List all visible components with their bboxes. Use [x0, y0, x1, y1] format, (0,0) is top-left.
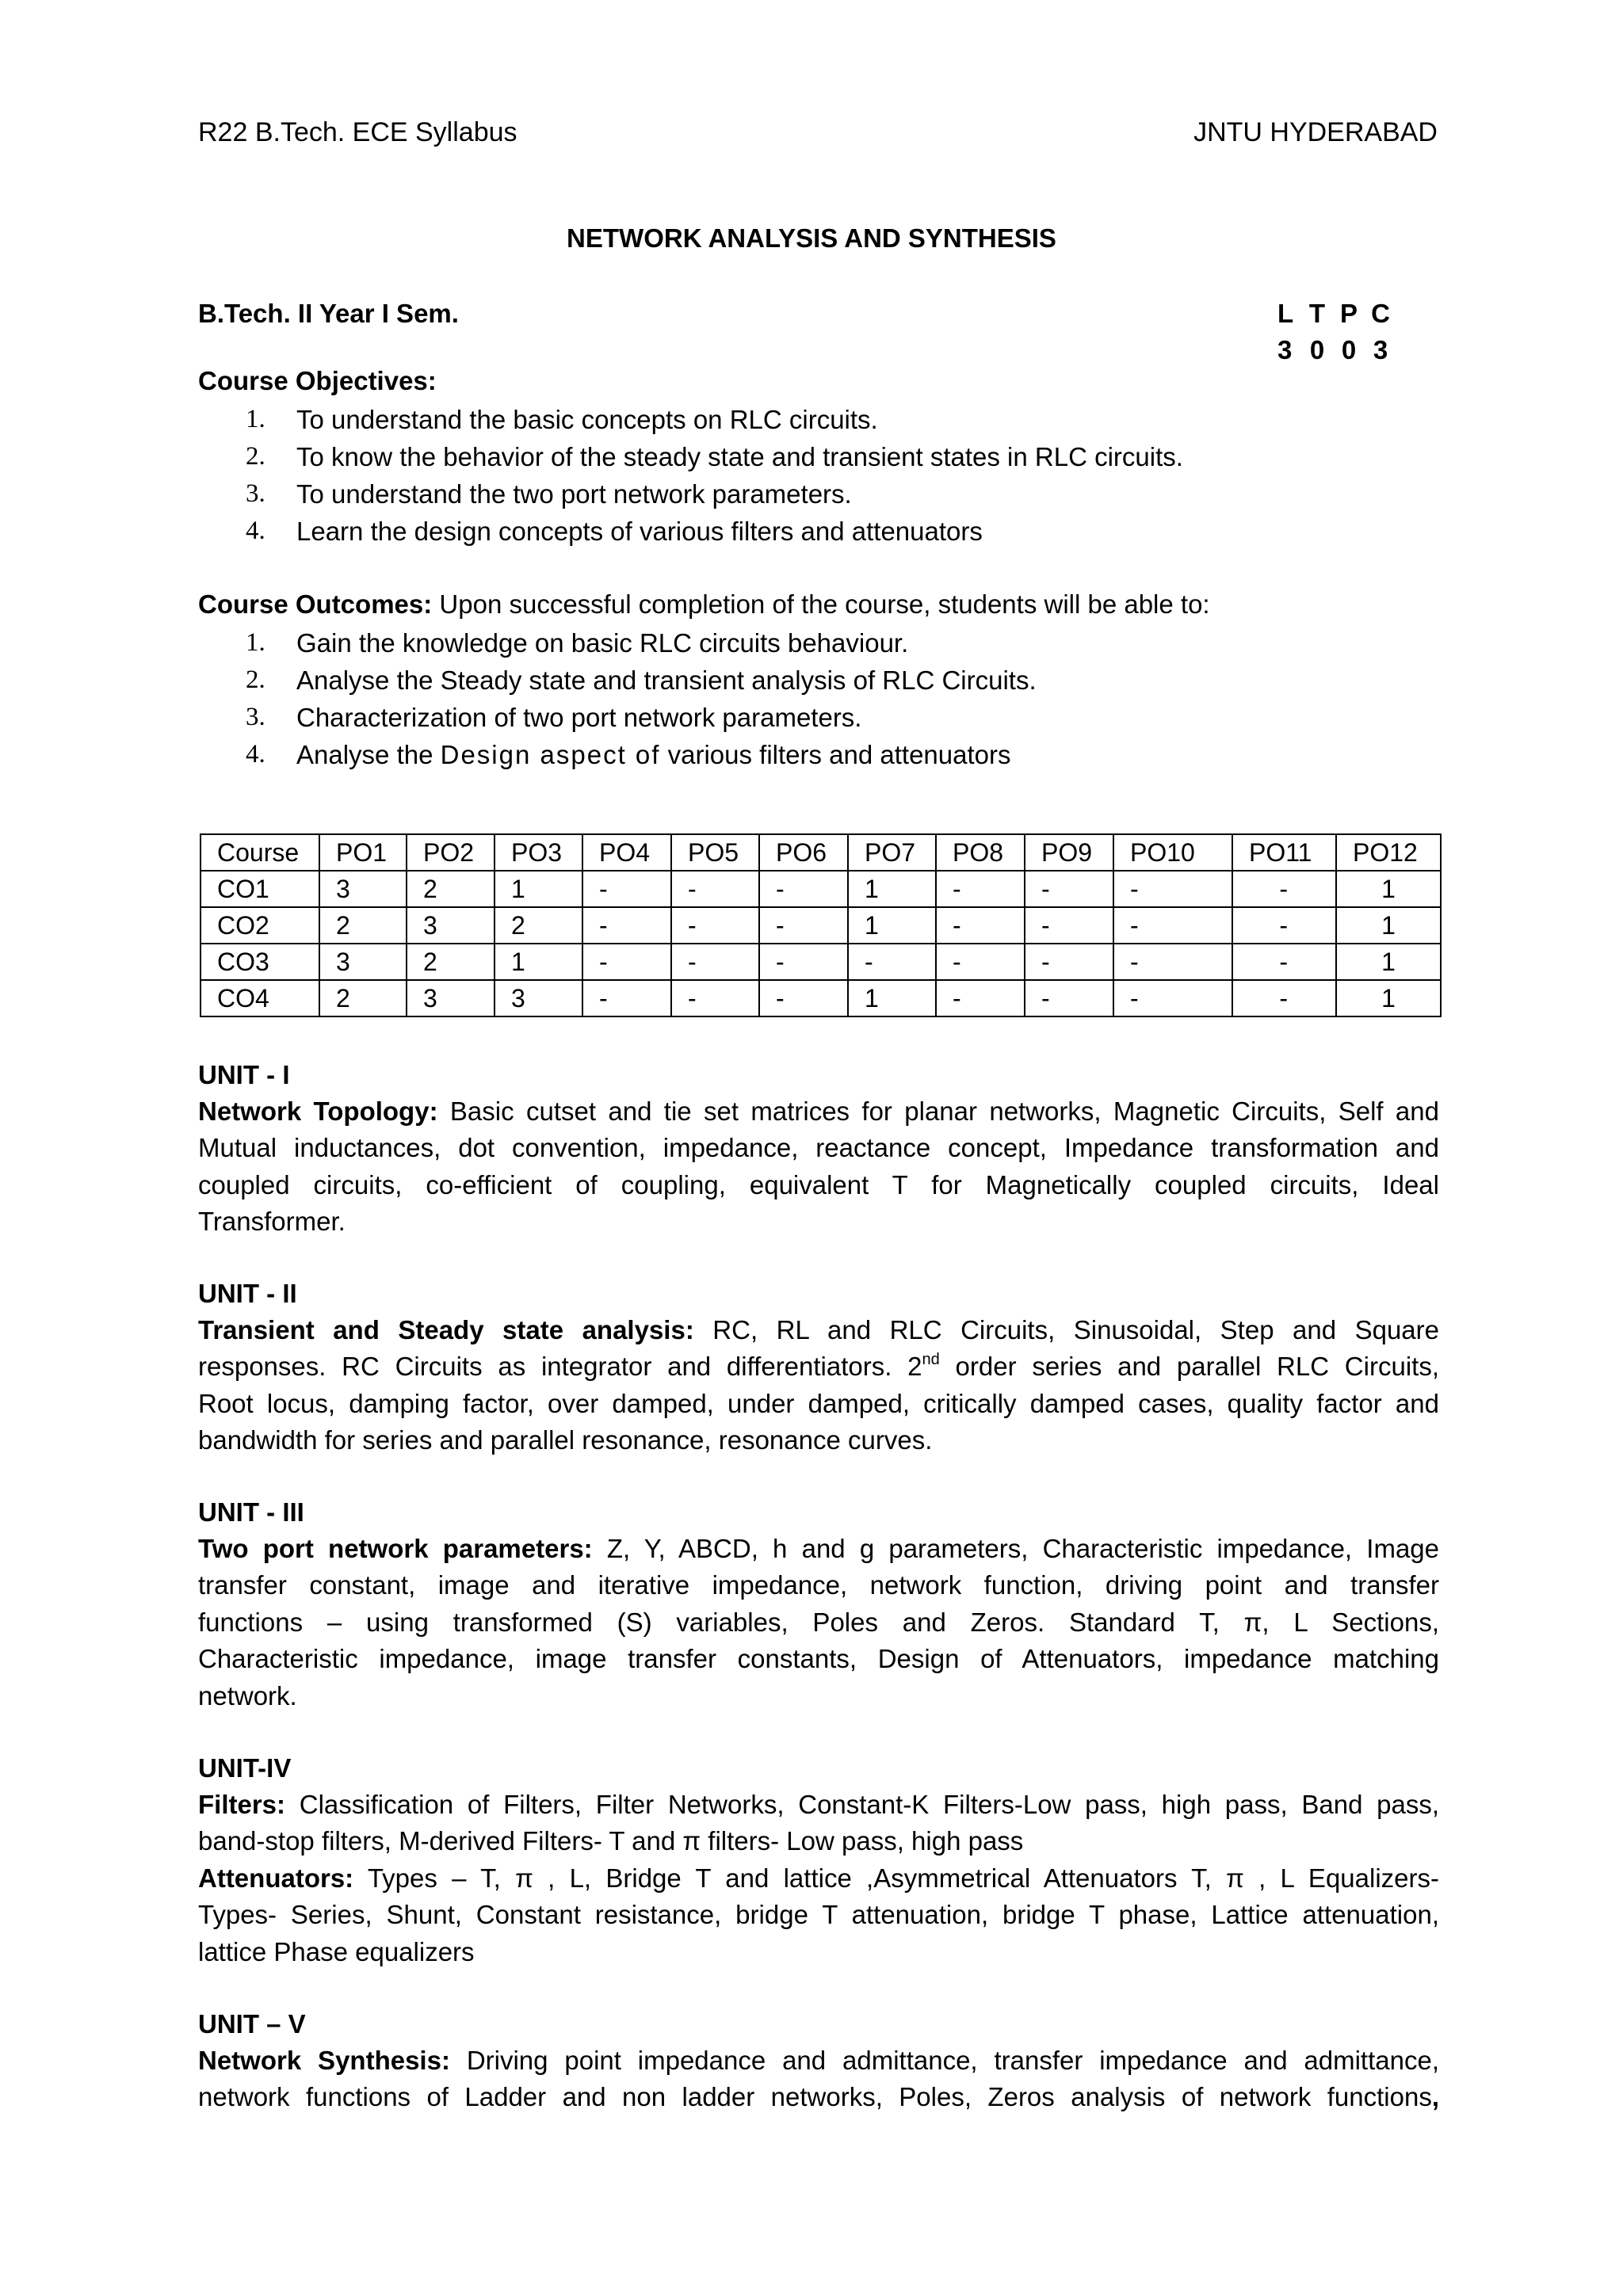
- table-cell: -: [848, 944, 936, 980]
- unit-4-attenuators-text: Types – T, π , L, Bridge T and lattice ,Asymmetrical Attenuators T, π , L Equalizers-: [353, 1863, 1439, 1893]
- unit-1-line-1: [198, 1093, 1439, 1130]
- table-cell: 1: [1336, 907, 1441, 944]
- ltpc-labels: [1277, 299, 1396, 335]
- ltpc-value-p: 0: [1341, 335, 1357, 364]
- objectives-heading: Course Objectives:: [198, 366, 437, 395]
- unit-4-line-2: band-stop filters, M-derived Filters- T and π filters- Low pass, high pass: [198, 1826, 1024, 1856]
- table-cell: -: [936, 980, 1025, 1016]
- unit-4-heading: UNIT-IV: [198, 1753, 292, 1783]
- table-cell: 2: [495, 907, 582, 944]
- table-cell: 2: [319, 980, 407, 1016]
- unit-1-line-4: Transformer.: [198, 1207, 346, 1237]
- outcomes-lead-text: Upon successful completion of the course, students will be able to:: [439, 589, 1210, 619]
- table-cell: -: [1232, 907, 1336, 944]
- table-cell: -: [1113, 980, 1232, 1016]
- course-title: NETWORK ANALYSIS AND SYNTHESIS: [567, 223, 1056, 253]
- objective-text: To know the behavior of the steady state and transient states in RLC circuits.: [296, 442, 1183, 471]
- unit-4-filters-text: Classification of Filters, Filter Networks, Constant-K Filters-Low pass, high pass, Band pass,: [285, 1790, 1439, 1819]
- unit-4-filters-label: Filters:: [198, 1790, 286, 1819]
- table-header-cell: PO6: [759, 834, 848, 871]
- unit-2-superscript: nd: [922, 1351, 940, 1369]
- table-cell: 1: [495, 871, 582, 907]
- unit-2-line-3: Root locus, damping factor, over damped, under damped, critically damped cases, quality factor and: [198, 1388, 1439, 1418]
- table-cell: -: [1113, 871, 1232, 907]
- table-cell: 3: [495, 980, 582, 1016]
- co-po-mapping-table: [200, 833, 1442, 1017]
- unit-1-label: Network Topology:: [198, 1097, 438, 1126]
- unit-5-trailing-comma: ,: [1431, 2082, 1439, 2112]
- table-header-cell: PO1: [319, 834, 407, 871]
- table-cell: -: [1025, 980, 1113, 1016]
- table-cell: -: [582, 980, 671, 1016]
- ltpc-values: [1277, 335, 1396, 372]
- table-cell: -: [582, 907, 671, 944]
- table-cell: 3: [319, 871, 407, 907]
- list-item: 2. To know the behavior of the steady state and transient states in RLC circuits.: [246, 442, 1183, 471]
- table-cell: -: [1232, 980, 1336, 1016]
- table-cell: CO4: [200, 980, 319, 1016]
- unit-2-text: RC, RL and RLC Circuits, Sinusoidal, Step and Square: [693, 1315, 1439, 1344]
- unit-3-text: Z, Y, ABCD, h and g parameters, Characteristic impedance, Image: [592, 1534, 1439, 1563]
- list-item: 4. Learn the design concepts of various filters and attenuators: [246, 517, 983, 546]
- table-cell: -: [1025, 944, 1113, 980]
- outcome-text: Characterization of two port network parameters.: [296, 703, 862, 732]
- outcomes-list: [198, 624, 1037, 773]
- semester-label: B.Tech. II Year I Sem.: [198, 299, 459, 328]
- ltpc-label-t: T: [1308, 299, 1326, 328]
- objectives-list: [198, 401, 1183, 550]
- table-cell: CO3: [200, 944, 319, 980]
- table-header-cell: PO10: [1113, 834, 1232, 871]
- objective-text: Learn the design concepts of various filters and attenuators: [296, 517, 983, 546]
- unit-3-heading: UNIT - III: [198, 1497, 304, 1527]
- table-header-cell: PO11: [1232, 834, 1336, 871]
- unit-2-line-2-pre: responses. RC Circuits as integrator and differentiators. 2: [198, 1352, 922, 1382]
- outcome-4-spaced: Design aspect of: [440, 740, 661, 769]
- table-header-cell: PO12: [1336, 834, 1441, 871]
- table-cell: 2: [407, 944, 495, 980]
- table-cell: 3: [407, 980, 495, 1016]
- table-header-cell: PO5: [671, 834, 759, 871]
- unit-1-line-2: Mutual inductances, dot convention, impedance, reactance concept, Impedance transformation and: [198, 1133, 1439, 1163]
- table-cell: 1: [1336, 944, 1441, 980]
- unit-5-heading: UNIT – V: [198, 2009, 306, 2039]
- unit-3-line-5: network.: [198, 1680, 297, 1711]
- unit-2-heading: UNIT - II: [198, 1279, 297, 1308]
- list-item: 3. Characterization of two port network parameters.: [246, 703, 862, 732]
- list-item: 2. Analyse the Steady state and transient analysis of RLC Circuits.: [246, 666, 1037, 695]
- unit-4-attenuators-label: Attenuators:: [198, 1863, 354, 1893]
- unit-2-line-1: [198, 1312, 1439, 1348]
- table-cell: 1: [848, 907, 936, 944]
- unit-2-body: [198, 1312, 1439, 1459]
- list-item: 3. To understand the two port network parameters.: [246, 479, 852, 509]
- ltpc-value-t: 0: [1309, 335, 1325, 364]
- objective-text: To understand the basic concepts on RLC circuits.: [296, 405, 878, 434]
- ltpc-grid: [1277, 299, 1396, 372]
- outcome-4-suffix: various filters and attenuators: [660, 740, 1011, 769]
- outcome-text-4: [296, 740, 1011, 769]
- table-header-cell: PO7: [848, 834, 936, 871]
- ltpc-label-l: L: [1277, 299, 1294, 328]
- table-row: [200, 980, 1441, 1016]
- table-cell: 1: [1336, 980, 1441, 1016]
- table-cell: 1: [495, 944, 582, 980]
- table-row: [200, 944, 1441, 980]
- unit-3-body: [198, 1531, 1439, 1714]
- table-header-cell: Course: [200, 834, 319, 871]
- table-header-cell: PO9: [1025, 834, 1113, 871]
- table-cell: 2: [319, 907, 407, 944]
- table-cell: -: [1113, 907, 1232, 944]
- unit-5-label: Network Synthesis:: [198, 2046, 450, 2075]
- table-cell: -: [582, 871, 671, 907]
- table-cell: 3: [319, 944, 407, 980]
- table-cell: -: [759, 871, 848, 907]
- unit-5-body: [198, 2042, 1439, 2116]
- table-cell: -: [936, 907, 1025, 944]
- unit-2-line-2: [198, 1348, 1439, 1385]
- unit-4-line-5: lattice Phase equalizers: [198, 1936, 475, 1966]
- outcome-4-prefix: Analyse the: [296, 740, 441, 769]
- objective-text: To understand the two port network parameters.: [296, 479, 852, 509]
- header-right: JNTU HYDERABAD: [1193, 117, 1438, 147]
- ltpc-value-c: 3: [1373, 335, 1388, 364]
- list-item: 4. Analyse the Design aspect of various filters and attenuators: [246, 740, 1011, 769]
- table-cell: 2: [407, 871, 495, 907]
- table-cell: -: [759, 944, 848, 980]
- unit-2-line-4: bandwidth for series and parallel resonance, resonance curves.: [198, 1425, 933, 1455]
- outcomes-heading: Course Outcomes:: [198, 589, 433, 619]
- table-header-row: [200, 834, 1441, 871]
- table-cell: -: [671, 980, 759, 1016]
- unit-1-line-3: coupled circuits, co-efficient of coupling, equivalent T for Magnetically coupled circuits, Ideal: [198, 1169, 1439, 1199]
- table-row: [200, 871, 1441, 907]
- ltpc-label-p: P: [1339, 299, 1358, 328]
- table-cell: -: [1232, 944, 1336, 980]
- table-cell: -: [1232, 871, 1336, 907]
- outcomes-lead: [198, 589, 1210, 620]
- table-cell: -: [936, 944, 1025, 980]
- table-cell: -: [936, 871, 1025, 907]
- outcome-text: Analyse the Steady state and transient analysis of RLC Circuits.: [296, 666, 1037, 695]
- list-item: 1. To understand the basic concepts on RLC circuits.: [246, 405, 878, 434]
- unit-3-line-4: Characteristic impedance, image transfer constants, Design of Attenuators, impedance matching: [198, 1644, 1439, 1674]
- table-cell: -: [582, 944, 671, 980]
- table-cell: CO1: [200, 871, 319, 907]
- unit-1-heading: UNIT - I: [198, 1060, 290, 1089]
- unit-5-line-2: [198, 2079, 1439, 2115]
- table-cell: 1: [848, 871, 936, 907]
- unit-5-line-1: [198, 2042, 1439, 2079]
- unit-4-line-4: Types- Series, Shunt, Constant resistance, bridge T attenuation, bridge T phase, Lattice attenuation,: [198, 1900, 1439, 1930]
- table-header-cell: PO2: [407, 834, 495, 871]
- table-cell: -: [1113, 944, 1232, 980]
- table-cell: CO2: [200, 907, 319, 944]
- table-header-cell: PO8: [936, 834, 1025, 871]
- unit-4-line-3: [198, 1860, 1439, 1897]
- table-cell: -: [671, 907, 759, 944]
- table-header-cell: PO3: [495, 834, 582, 871]
- unit-4-line-1: [198, 1787, 1439, 1823]
- unit-3-label: Two port network parameters:: [198, 1534, 593, 1563]
- table-row: [200, 907, 1441, 944]
- header-left: R22 B.Tech. ECE Syllabus: [198, 117, 517, 147]
- table-cell: -: [671, 944, 759, 980]
- table-cell: -: [759, 980, 848, 1016]
- table-cell: -: [759, 907, 848, 944]
- ltpc-value-l: 3: [1277, 335, 1293, 364]
- table-cell: 1: [1336, 871, 1441, 907]
- unit-5-text: Driving point impedance and admittance, transfer impedance and admittance,: [449, 2046, 1440, 2075]
- unit-1-text: Basic cutset and tie set matrices for planar networks, Magnetic Circuits, Self and: [437, 1097, 1439, 1126]
- outcome-text: Gain the knowledge on basic RLC circuits behaviour.: [296, 628, 909, 658]
- table-cell: 3: [407, 907, 495, 944]
- table-cell: 1: [848, 980, 936, 1016]
- unit-1-body: [198, 1093, 1439, 1241]
- unit-2-label: Transient and Steady state analysis:: [198, 1315, 694, 1344]
- unit-2-line-2-post: order series and parallel RLC Circuits,: [939, 1352, 1439, 1382]
- unit-4-body: [198, 1787, 1439, 1970]
- table-cell: -: [1025, 907, 1113, 944]
- table-cell: -: [1025, 871, 1113, 907]
- unit-3-line-2: transfer constant, image and iterative impedance, network function, driving point and transfer: [198, 1570, 1439, 1600]
- table-cell: -: [671, 871, 759, 907]
- table-header-cell: PO4: [582, 834, 671, 871]
- unit-3-line-3: functions – using transformed (S) variables, Poles and Zeros. Standard T, π, L Sections,: [198, 1607, 1439, 1637]
- list-item: 1. Gain the knowledge on basic RLC circuits behaviour.: [246, 628, 909, 658]
- unit-3-line-1: [198, 1531, 1439, 1567]
- ltpc-label-c: C: [1371, 299, 1390, 328]
- unit-5-line-2-text: network functions of Ladder and non ladder networks, Poles, Zeros analysis of network functions: [198, 2082, 1432, 2112]
